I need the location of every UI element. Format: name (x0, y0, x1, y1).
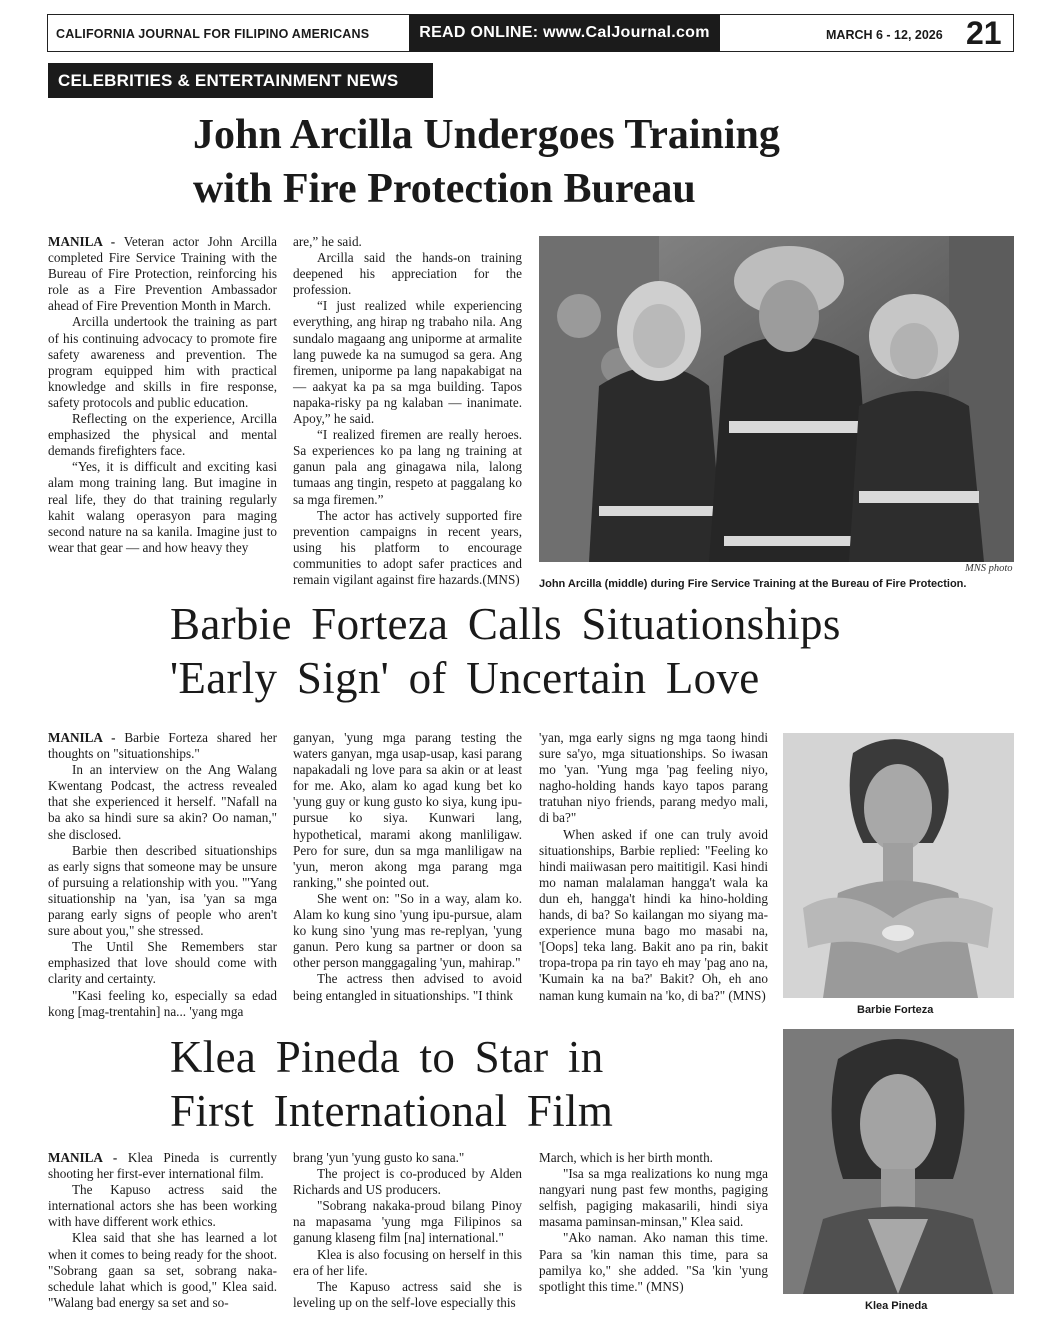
read-online-banner[interactable]: READ ONLINE: www.CalJournal.com (409, 14, 720, 52)
firefighter-training-photo (539, 236, 1014, 562)
article2-column-2 (293, 730, 522, 1004)
article2-paragraph: The actress then advised to avoid being entangled in situationships. "I think (293, 971, 522, 1003)
article2-paragraph: 'yan, mga early signs ng mga taong hindi sure sa'yo, mga situationships. So iwasan mo 'yan. 'Yung mga 'pag feeling niyo, nagho-holding hands kayo tapos parang tratuhan niyo friends, parang medyo mali, di ba?" (539, 730, 768, 826)
klea-pineda-photo (783, 1029, 1014, 1294)
article3-photo-caption: Klea Pineda (865, 1300, 928, 1312)
article1-photo-credit: MNS photo (965, 563, 1013, 574)
article1-paragraph: are,” he said. (293, 234, 362, 249)
article1-paragraph: “I just realized while experiencing everything, ang hirap ng trabaho nila. Ang sundalo magaang ang uniporme at armalite lang puwede ka na sumugod sa gera. Ang firemen, uniporme pa lang napakabigat na — aakyat ka pa sa mga building. Tapos napaka-risky pa ng kalaban — inanimate. Apoy,” he said. (293, 298, 522, 427)
article3-paragraph: "Isa sa mga realizations ko nung mga nangyari nung past few months, pagiging selfish, pagiging makasarili, hindi siya masama paminsan-minsan," Klea said. (539, 1166, 768, 1230)
publication-name: CALIFORNIA JOURNAL FOR FILIPINO AMERICANS (56, 27, 370, 41)
article2-column-3 (539, 730, 768, 1004)
article1-paragraph: “Yes, it is difficult and exciting kasi alam mong training lang. But imagine in real life, they do that training regularly kahit walang operasyon para maging second nature na sa kanila. Imagine just to wear that gear — and how heavy they (48, 459, 277, 555)
article3-dateline: MANILA - (48, 1150, 128, 1165)
article3-column-3 (539, 1150, 768, 1295)
article1-headline-line1: John Arcilla Undergoes Training (193, 112, 780, 158)
article3-paragraph: Klea Pineda is currently shooting her first-ever international film. (48, 1150, 277, 1182)
article2-photo-caption: Barbie Forteza (857, 1004, 934, 1016)
firefighter-training-photo-illustration (539, 236, 1014, 562)
article3-column-1 (48, 1150, 277, 1311)
article2-paragraph: In an interview on the Ang Walang Kwentang Podcast, the actress revealed that she experienced it herself. "Nafall na ba ako sa hindi sure sa akin? Oo naman," she disclosed. (48, 762, 277, 842)
article1-paragraph: The actor has actively supported fire prevention campaigns in recent years, using his platform to encourage communities to adopt safer practices and remain vigilant against fire hazards.(MNS) (293, 507, 522, 587)
article3-headline (170, 1030, 770, 1138)
klea-pineda-photo-illustration (783, 1029, 1014, 1294)
article1-headline-line2: with Fire Protection Bureau (193, 166, 696, 212)
article1-paragraph: Reflecting on the experience, Arcilla emphasized the physical and mental demands firefighters face. (48, 411, 277, 459)
article2-dateline: MANILA - (48, 730, 125, 745)
article3-paragraph: brang 'yun 'yung gusto ko sana." (293, 1150, 465, 1165)
article2-headline (170, 597, 950, 705)
article3-column-2 (293, 1150, 522, 1311)
article2-paragraph: The Until She Remembers star emphasized that love should come with clarity and certainty. (48, 939, 277, 987)
article1-dateline: MANILA - (48, 234, 124, 249)
article2-column-1 (48, 730, 277, 1020)
article2-paragraph: She went on: "So in a way, alam ko. Alam ko kung sino 'yung ipu-pursue, alam ko kung sino 'yung mas re-replyan, 'yung ganun. Pero kung sa partner or doon sa other person manggagaling 'yun, mahirap." (293, 890, 522, 971)
article3-paragraph: Klea is also focusing on herself in this era of her life. (293, 1246, 522, 1278)
article3-headline-line1: Klea Pineda to Star in (170, 1032, 604, 1082)
article3-paragraph: Klea said that she has learned a lot when it comes to being ready for the shoot. "Sobrang gaan sa set, sobrang naka-schedule lahat which is good," Klea said. "Walang bad energy sa set and so- (48, 1230, 277, 1310)
article2-headline-line1: Barbie Forteza Calls Situationships (170, 599, 841, 649)
article1-paragraph: “I realized firemen are really heroes. Sa experiences ko pa lang ng training at ganun pala ang ginagawa nila, lalong tumaas ang tingin, respeto at paggalang ko sa mga firemen.” (293, 427, 522, 507)
page-number: 21 (966, 15, 1002, 51)
article1-column-2 (293, 234, 522, 588)
article3-paragraph: The Kapuso actress said the international actors she has been working with have different work ethics. (48, 1182, 277, 1230)
article2-paragraph: ganyan, 'yung mga parang testing the waters ganyan, mga usap-usap, kasi parang napakadali ng love para sa akin or at least for me. Ako, alam ko agad kung bet ko 'yung guy or kung gusto ko siya, kung ipu-pursue ko siya. Kunwari lang, hypothetical, marami akong manliligaw. Pero for sure, dun sa mga manliligaw na 'yun, meron akong mga parang mga ranking," she pointed out. (293, 730, 522, 890)
article3-paragraph: The Kapuso actress said she is leveling up on the self-love especially this (293, 1278, 522, 1310)
article1-headline (193, 108, 953, 216)
article1-paragraph: Arcilla said the hands-on training deepened his appreciation for the profession. (293, 250, 522, 298)
article1-paragraph: Veteran actor John Arcilla completed Fire Service Training with the Bureau of Fire Protection, reinforcing his role as a Fire Prevention Ambassador ahead of Fire Prevention Month in March. (48, 234, 277, 314)
article1-column-1 (48, 234, 277, 556)
article2-paragraph: When asked if one can truly avoid situationships, Barbie replied: "Feeling ko hindi maiiwasan pero maititigil. Kasi hindi mo naman malalaman hangga't wala ka dun eh, hangga't hindi ka hino-holding hands, di ba? So kailangan mo siyang ma-experience muna bago mo masabi na, '[Oops] teka lang. Bakit ano pa rin, bakit tropa-tropa pa rin tayo eh may 'pag ano na, 'Kumain ka na ba?' Bakit? Oh, eh ano naman kung kumain na 'ko, di ba?" (MNS) (539, 826, 768, 1003)
article2-paragraph: Barbie Forteza shared her thoughts on "situationships." (48, 730, 278, 762)
barbie-forteza-photo-illustration (783, 733, 1014, 998)
issue-date: MARCH 6 - 12, 2026 (826, 28, 943, 42)
article1-paragraph: Arcilla undertook the training as part of his continuing advocacy to promote fire safety awareness and prevention. The program equipped him with practical knowledge and skills in fire response, safety protocols and public education. (48, 314, 277, 410)
article1-photo-caption: John Arcilla (middle) during Fire Service Training at the Bureau of Fire Protection. (539, 578, 967, 590)
section-label: CELEBRITIES & ENTERTAINMENT NEWS (48, 63, 433, 98)
article2-paragraph: "Kasi feeling ko, especially sa edad kong [mag-trentahin] na... 'yang mga (48, 987, 277, 1019)
article3-paragraph: March, which is her birth month. (539, 1150, 713, 1165)
article2-headline-line2: 'Early Sign' of Uncertain Love (170, 653, 760, 703)
article3-paragraph: The project is co-produced by Alden Richards and US producers. (293, 1166, 522, 1198)
barbie-forteza-photo (783, 733, 1014, 998)
article3-paragraph: "Ako naman. Ako naman this time. Para sa 'kin naman this time, para sa pamilya ko," she added. "Sa 'kin 'yung spotlight this time." (MNS) (539, 1230, 768, 1294)
article3-paragraph: "Sobrang nakaka-proud bilang Pinoy na mapasama 'yung mga Filipinos sa ganung klaseng film [na] international." (293, 1198, 522, 1246)
article3-headline-line2: First International Film (170, 1086, 614, 1136)
article2-paragraph: Barbie then described situationships as early signs that someone may be unsure of pursuing a relationship with you. "'Yang situationship na 'yan, isa 'yan sa mga parang early signs of people who aren't sure about you," she stressed. (48, 842, 277, 939)
